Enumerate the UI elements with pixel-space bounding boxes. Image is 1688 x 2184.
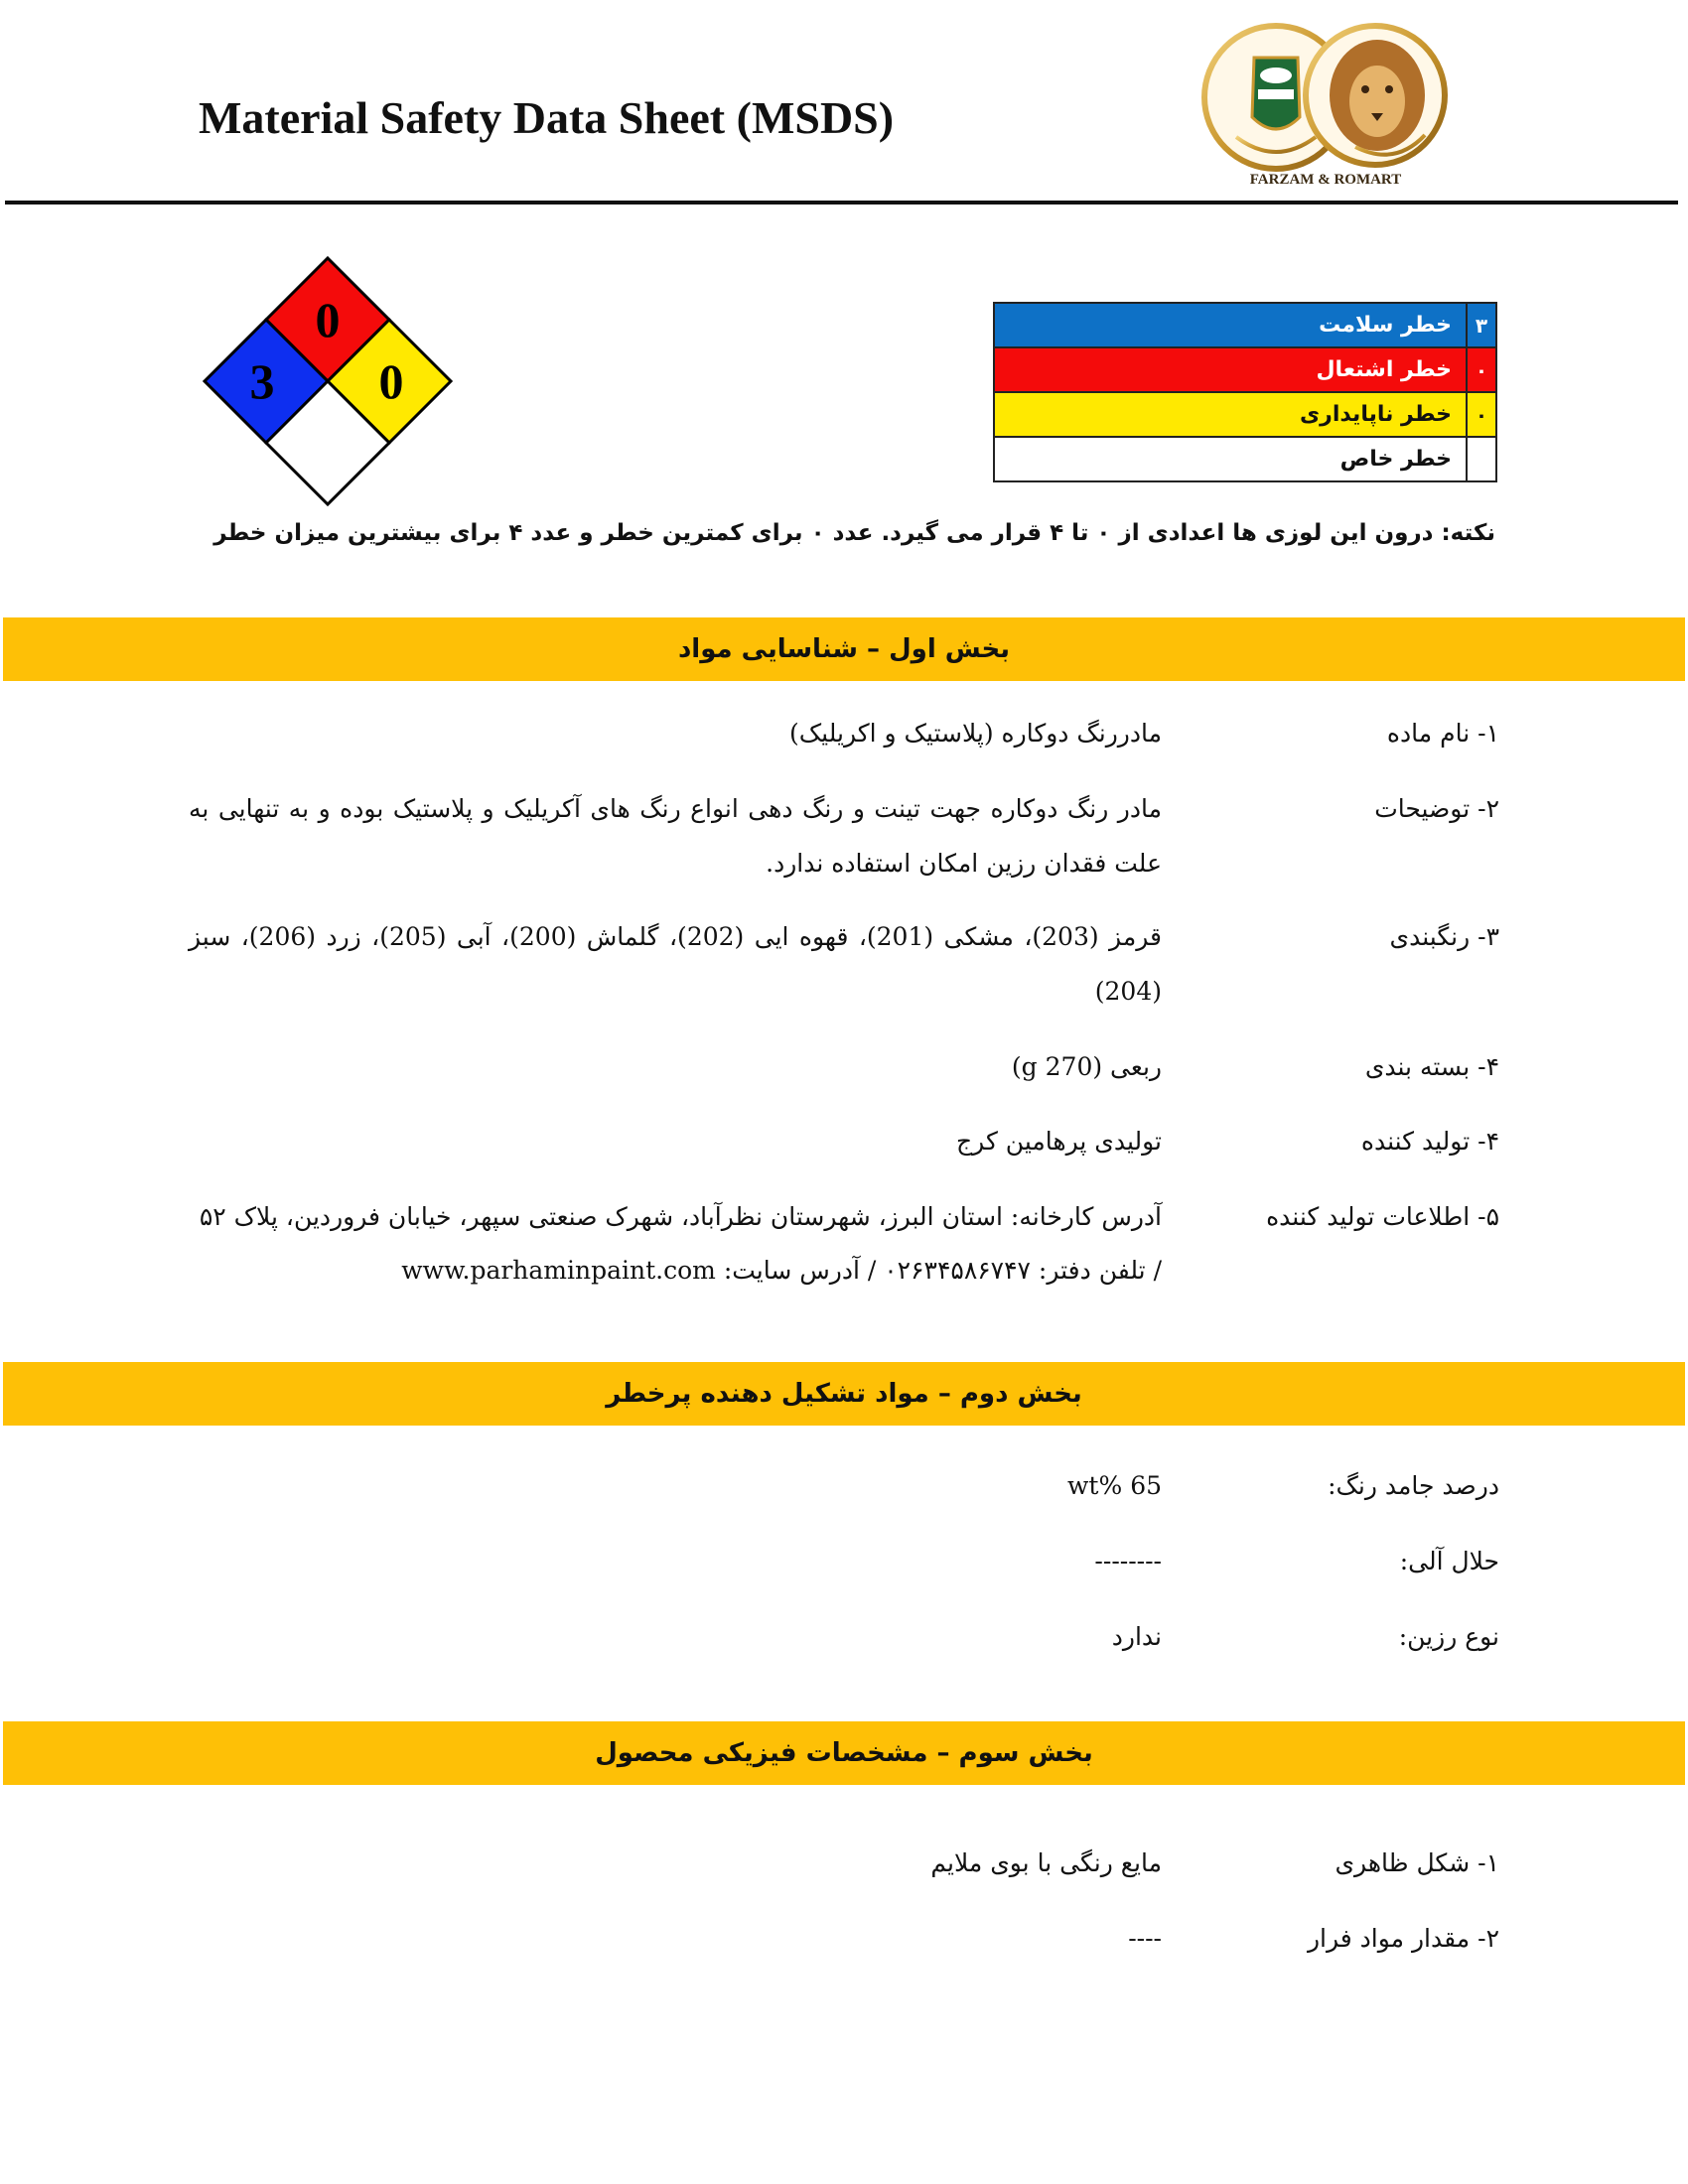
legend-number: ۰ <box>1467 392 1496 437</box>
legend-number <box>1467 437 1496 481</box>
field-label: نوع رزین: <box>1398 1622 1499 1651</box>
hazard-legend-table <box>993 302 1497 482</box>
legend-row-flammability <box>994 347 1496 392</box>
field-label: درصد جامد رنگ: <box>1328 1471 1499 1500</box>
field-value: آدرس کارخانه: استان البرز، شهرستان نظرآباد، شهرک صنعتی سپهر، خیابان فروردین، پلاک ۵۲ <box>199 1202 1162 1231</box>
section-2-header: بخش دوم – مواد تشکیل دهنده پرخطر <box>3 1362 1685 1426</box>
field-value: ---- <box>1128 1924 1162 1953</box>
field-value: ندارد <box>1111 1622 1162 1651</box>
instability-value: 0 <box>378 353 404 409</box>
field-value: مادررنگ دوکاره (پلاستیک و اکریلیک) <box>789 719 1162 748</box>
legend-row-instability <box>994 392 1496 437</box>
logo-emblem-icon <box>1196 18 1455 177</box>
legend-label: خطر ناپایداری <box>994 392 1467 437</box>
field-value: مایع رنگی با بوی ملایم <box>930 1848 1162 1877</box>
legend-label: خطر اشتعال <box>994 347 1467 392</box>
field-label: ۴- بسته بندی <box>1364 1052 1499 1081</box>
field-label: ۲- مقدار مواد فرار <box>1307 1924 1499 1953</box>
field-label: ۵- اطلاعات تولید کننده <box>1266 1202 1499 1231</box>
company-logo <box>1196 18 1455 197</box>
document-title: Material Safety Data Sheet (MSDS) <box>199 92 895 143</box>
hazard-note: نکته: درون این لوزی ها اعدادی از ۰ تا ۴ قرار می گیرد. عدد ۰ برای کمترین خطر و عدد ۴ برای بیشترین میزان خطر <box>213 520 1495 546</box>
field-label: حلال آلی: <box>1399 1547 1499 1575</box>
field-value: تولیدی پرهامین کرج <box>956 1127 1162 1156</box>
legend-row-health <box>994 303 1496 347</box>
field-label: ۴- تولید کننده <box>1360 1127 1499 1156</box>
section-3-header: بخش سوم – مشخصات فیزیکی محصول <box>3 1721 1685 1785</box>
field-value: -------- <box>1094 1547 1162 1575</box>
field-value: قرمز (203)، مشکی (201)، قهوه ایی (202)، گلماش (200)، آبی (205)، زرد (206)، سبز (204) <box>189 922 1162 1006</box>
legend-label: خطر سلامت <box>994 303 1467 347</box>
section-1-header: بخش اول – شناسایی مواد <box>3 617 1685 681</box>
field-value: ربعی (270 g) <box>1011 1052 1162 1081</box>
field-label: ۱- نام ماده <box>1386 719 1499 748</box>
field-label: ۲- توضیحات <box>1374 794 1499 823</box>
field-value: مادر رنگ دوکاره جهت تینت و رنگ دهی انواع رنگ های آکریلیک و پلاستیک بوده و به تنهایی به علت فقدان رزین امکان استفاده ندارد. <box>189 794 1162 878</box>
logo-caption: FARZAM & ROMART <box>1249 172 1402 188</box>
field-label: ۱- شکل ظاهری <box>1335 1848 1499 1877</box>
legend-number: ۰ <box>1467 347 1496 392</box>
legend-row-special <box>994 437 1496 481</box>
nfpa-diamond <box>199 253 457 511</box>
field-value: 65 %wt <box>1067 1471 1162 1500</box>
flammability-value: 0 <box>315 292 341 347</box>
header-divider <box>5 201 1678 205</box>
health-value: 3 <box>249 353 275 409</box>
field-label: ۳- رنگبندی <box>1389 922 1499 951</box>
legend-number: ۳ <box>1467 303 1496 347</box>
legend-label: خطر خاص <box>994 437 1467 481</box>
field-value: / تلفن دفتر: ۰۲۶۳۴۵۸۶۷۴۷ / آدرس سایت: www.parhaminpaint.com <box>401 1256 1162 1285</box>
